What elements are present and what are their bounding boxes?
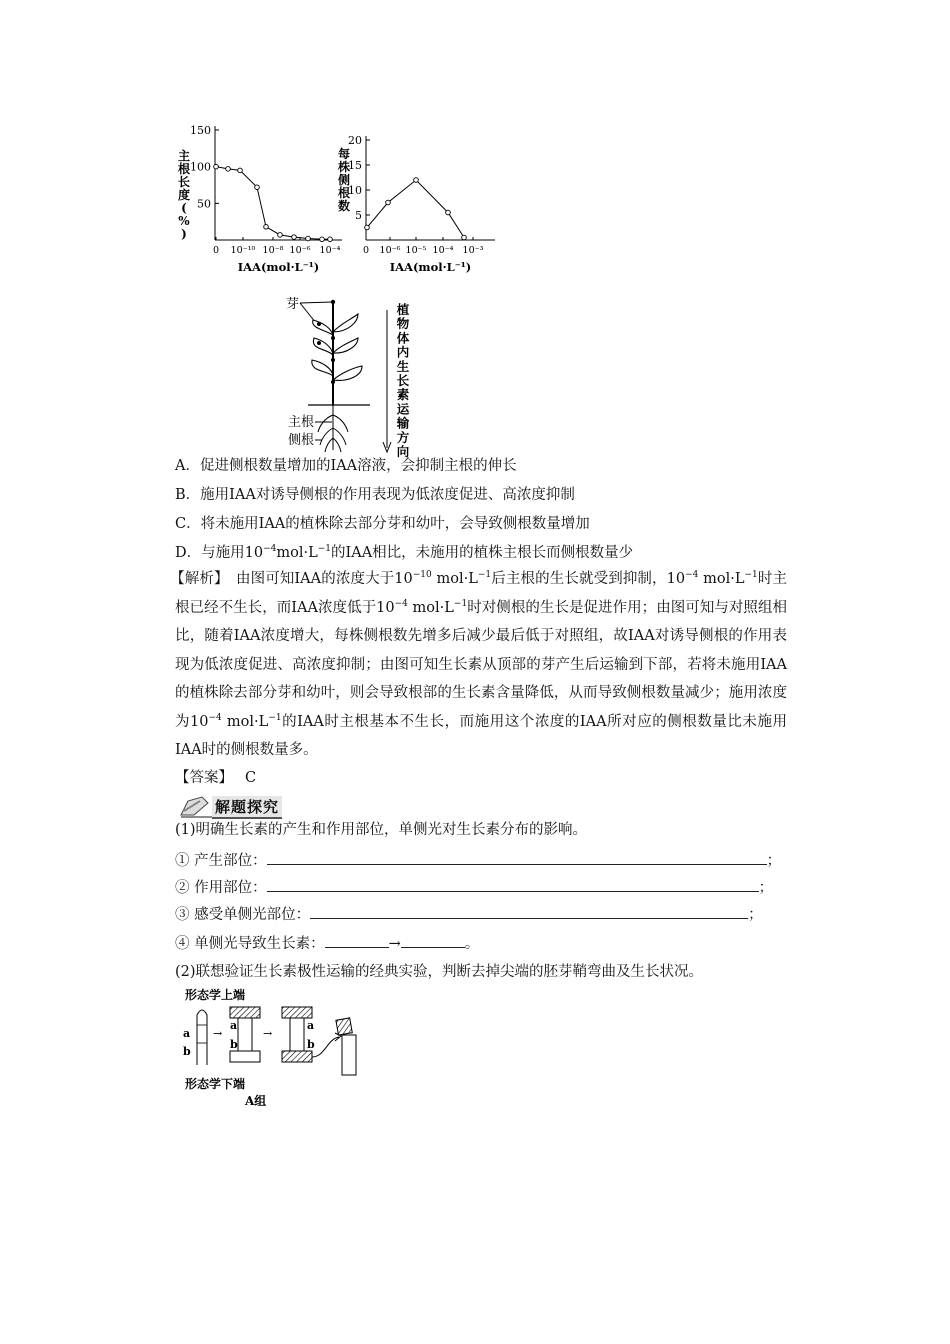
data-point: [226, 167, 231, 172]
fill-item-4: ④ 单侧光导致生长素： → 。: [175, 936, 480, 952]
x-tick-label: 0: [212, 245, 220, 256]
fill-item-2: ② 作用部位： ；: [175, 880, 774, 896]
plant-diagram: [270, 290, 450, 460]
decapitated-coleoptile: [342, 1035, 356, 1075]
explore-badge: [178, 795, 288, 819]
series-line: [216, 167, 330, 240]
receiver-block-1: [230, 1051, 260, 1062]
option-d: D．与施用$10^{-4}mol\cdot L^{-1}$的IAA相比，未施用的植株主根长而侧根数量少: [175, 544, 634, 561]
y-tick-label: 100: [190, 160, 211, 174]
x-tick-label: 10⁻⁴: [432, 245, 454, 256]
answer-value: C: [245, 770, 257, 786]
data-point: [462, 235, 467, 240]
segment-2: [290, 1018, 304, 1051]
data-point: [214, 164, 219, 169]
y-axis-label: 主根长度( % ): [177, 149, 191, 241]
x-tick-label: 10⁻⁶: [289, 245, 311, 256]
data-point: [414, 178, 419, 183]
lateral-root-chart: [330, 118, 500, 278]
transfer-arrow: [312, 1037, 339, 1057]
coleoptile: [197, 1010, 207, 1065]
x-tick-label: 10⁻³: [462, 245, 484, 256]
roots: [318, 405, 348, 452]
main-root-chart-plot: [178, 124, 342, 274]
transport-direction-label: 植物体内生长素运输方向: [396, 302, 410, 459]
x-tick-label: 10⁻⁶: [379, 245, 401, 256]
polar-transport-diagram: [175, 985, 375, 1110]
main-root-label: 主根: [288, 415, 315, 430]
morph-top-label: 形态学上端: [185, 988, 246, 1002]
x-tick-label: 0: [362, 245, 370, 256]
option-a: A．促进侧根数量增加的IAA溶液，会抑制主根的伸长: [175, 458, 517, 474]
data-point: [255, 185, 260, 190]
blank-4b[interactable]: [401, 934, 465, 948]
label-b-2: b: [230, 1038, 238, 1051]
data-point: [320, 237, 325, 242]
data-point: [264, 225, 269, 230]
bud-label: 芽: [286, 297, 300, 312]
x-axis-label: IAA(mol·L⁻¹): [389, 260, 472, 274]
option-b: B．施用IAA对诱导侧根的作用表现为低浓度促进、高浓度抑制: [175, 487, 575, 503]
morph-bottom-label: 形态学下端: [185, 1077, 246, 1091]
answer-label: 【答案】: [175, 770, 233, 786]
analysis-label: 【解析】: [170, 571, 222, 587]
y-axis-label: 每株侧根数: [337, 147, 351, 213]
data-point: [238, 168, 243, 173]
donor-block-1: [230, 1007, 260, 1018]
label-a-3: a: [307, 1019, 315, 1032]
answer-line: [175, 768, 256, 788]
x-tick-label: 10⁻⁸: [262, 245, 284, 256]
x-tick-label: 10⁻⁵: [405, 245, 427, 256]
label-b-1: b: [183, 1045, 191, 1058]
blank-3[interactable]: [310, 905, 748, 919]
blank-1[interactable]: [267, 851, 767, 865]
option-c: C．将未施用IAA的植株除去部分芽和幼叶，会导致侧根数量增加: [175, 516, 590, 532]
arrow-symbol: →: [388, 936, 401, 952]
analysis-paragraph: 【解析】 由图可知IAA的浓度大于$10^{-10}$ $mol\cdot L^{-1}$后主根的生长就受到抑制，$10^{-4}$ $mol\cdot L^{-1}$时主根已经不生长，而IAA浓度低于$10^{-4}$ $mol\cdot L^{-1}$时对侧根的生长是促进作用；由图可知与对照组相比，随着IAA浓度增大，每株侧根数先增多后减少最后低于对照组，故IAA对诱导侧根的作用表现为低浓度促进、高浓度抑制；由图可知生长素从顶部的芽产生后运输到下部，若将未施用IAA的植株除去部分芽和幼叶，则会导致根部的生长素含量降低，从而导致侧根数量减少；施用浓度为$10^{-4}$ $mol\cdot L^{-1}$的IAA时主根基本不生长，而施用这个浓度的IAA所对应的侧根数量比未施用IAA时的侧根数量多。: [170, 570, 788, 758]
segment-1: [238, 1018, 252, 1051]
explore-q2: (2)联想验证生长素极性运输的经典实验，判断去掉尖端的胚芽鞘弯曲及生长状况。: [175, 964, 704, 980]
explore-badge-label: 解题探究: [212, 796, 282, 819]
lateral-root-label: 侧根: [288, 433, 315, 448]
data-point: [278, 233, 283, 238]
blank-2[interactable]: [267, 878, 759, 892]
arrow-1: →: [213, 1027, 223, 1040]
data-point: [306, 236, 311, 241]
y-tick-label: 5: [355, 209, 362, 222]
data-point: [292, 235, 297, 240]
y-tick-label: 10: [348, 184, 362, 197]
fill-item-3: ③ 感受单侧光部位： ；: [175, 907, 763, 923]
receiver-block-2: [282, 1051, 312, 1062]
lateral-root-chart-plot: [337, 134, 495, 274]
blank-4a[interactable]: [325, 934, 389, 948]
result-block: [336, 1018, 352, 1035]
x-axis-label: IAA(mol·L⁻¹): [237, 260, 320, 274]
x-tick-label: 10⁻⁴: [319, 245, 341, 256]
label-a-2: a: [230, 1019, 238, 1032]
y-tick-label: 50: [197, 197, 211, 211]
main-root-chart: [170, 118, 350, 278]
donor-block-2: [282, 1007, 312, 1018]
y-tick-label: 150: [190, 124, 211, 137]
label-b-3: b: [307, 1038, 315, 1051]
series-line: [367, 180, 464, 238]
explore-q1: (1)明确生长素的产生和作用部位，单侧光对生长素分布的影响。: [175, 822, 588, 838]
y-tick-label: 15: [348, 159, 362, 172]
label-a-1: a: [183, 1027, 191, 1040]
y-tick-label: 20: [348, 134, 362, 147]
data-point: [365, 225, 370, 230]
fill-item-1: ① 产生部位： ；: [175, 853, 782, 869]
arrow-2: →: [263, 1027, 273, 1040]
data-point: [446, 210, 451, 215]
group-a-label: A组: [245, 1094, 267, 1108]
data-point: [386, 200, 391, 205]
x-tick-label: 10⁻¹⁰: [230, 245, 256, 256]
